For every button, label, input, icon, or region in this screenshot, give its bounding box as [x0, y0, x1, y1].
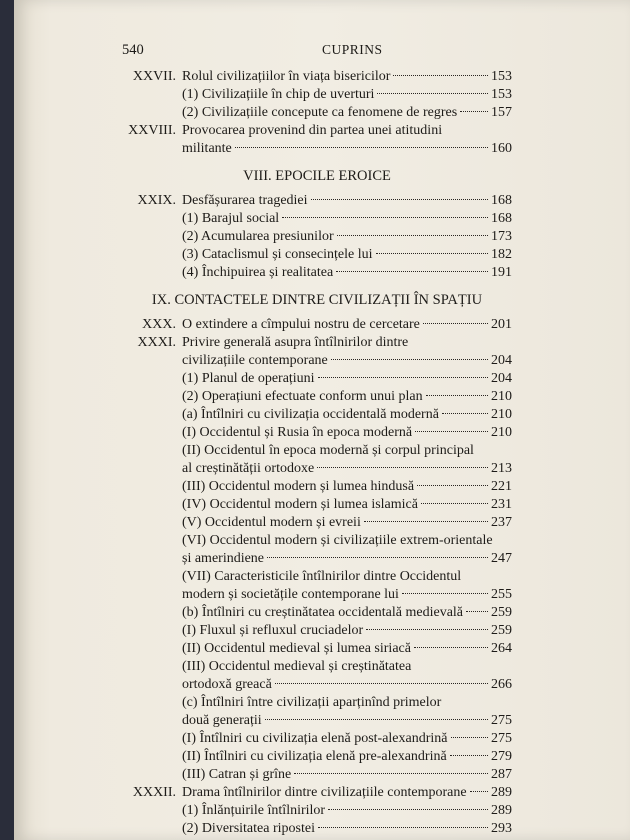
- dot-leader: [426, 395, 488, 396]
- page-reference: 157: [491, 105, 512, 120]
- dot-leader: [336, 271, 488, 272]
- entry-text: [182, 694, 512, 712]
- page-reference: 289: [491, 785, 512, 800]
- entry-title: (c) Întîlniri între civilizații aparținînd primelor: [182, 695, 442, 710]
- entry-title: (II) Occidentul medieval și lumea siriacă: [182, 641, 411, 656]
- entry-text: [182, 550, 512, 568]
- entry-text: [182, 784, 512, 802]
- chapter-number: XXVII.: [132, 69, 176, 84]
- page-reference: 168: [491, 193, 512, 208]
- dot-leader: [282, 217, 488, 218]
- entry-title: (2) Operațiuni efectuate conform unui plan: [182, 389, 423, 404]
- entry-title: (1) Înlănțuirile întîlnirilor: [182, 803, 326, 818]
- page-reference: 182: [491, 247, 512, 262]
- toc-entry: [122, 352, 512, 370]
- page-reference: 153: [491, 69, 512, 84]
- toc-entry: [122, 766, 512, 784]
- entry-title: (4) Închipuirea și realitatea: [182, 265, 334, 280]
- entry-title: (b) Întîlniri cu creștinătatea occidentală medievală: [182, 605, 464, 620]
- entry-title: (IV) Occidentul modern și lumea islamică: [182, 497, 418, 512]
- toc-entry: [122, 820, 512, 838]
- entry-title: Provocarea provenind din partea unei atitudini: [182, 123, 443, 138]
- dot-leader: [366, 629, 488, 630]
- entry-text: [182, 424, 512, 442]
- toc-entry: [122, 192, 512, 210]
- dot-leader: [423, 323, 488, 324]
- entry-text: [182, 264, 512, 282]
- entry-title: al creștinătății ortodoxe: [182, 461, 315, 476]
- toc-entry: [122, 68, 512, 86]
- running-title: CUPRINS: [322, 42, 383, 57]
- page-reference: 237: [491, 515, 512, 530]
- entry-text: [182, 604, 512, 622]
- page-reference: 247: [491, 551, 512, 566]
- dot-leader: [265, 719, 488, 720]
- toc-entry: [122, 316, 512, 334]
- toc-entry: [122, 210, 512, 228]
- toc-entry: [122, 140, 512, 158]
- toc-entry: [122, 550, 512, 568]
- entry-title: civilizațiile contemporane: [182, 353, 328, 368]
- page-reference: 279: [491, 749, 512, 764]
- chapter-number: XXIX.: [137, 193, 176, 208]
- toc-entry: [122, 658, 512, 676]
- dot-leader: [337, 235, 488, 236]
- dot-leader: [442, 413, 488, 414]
- entry-title: militante: [182, 141, 232, 156]
- entry-title: (III) Occidentul medieval și creștinătatea: [182, 659, 412, 674]
- entry-title: și amerindiene: [182, 551, 265, 566]
- page-reference: 204: [491, 353, 512, 368]
- entry-title: (2) Acumularea presiunilor: [182, 229, 334, 244]
- entry-text: [182, 388, 512, 406]
- dot-leader: [328, 809, 488, 810]
- toc-entry: [122, 586, 512, 604]
- dot-leader: [294, 773, 488, 774]
- dot-leader: [414, 647, 488, 648]
- page-reference: 264: [491, 641, 512, 656]
- page-reference: 173: [491, 229, 512, 244]
- entry-text: [182, 68, 512, 86]
- entry-title: Desfășurarea tragediei: [182, 193, 308, 208]
- entry-title: (3) Cataclismul și consecințele lui: [182, 247, 373, 262]
- toc-entry: [122, 264, 512, 282]
- entry-text: [182, 568, 512, 586]
- toc-entry: [122, 406, 512, 424]
- page-reference: 275: [491, 713, 512, 728]
- dot-leader: [318, 377, 488, 378]
- entry-text: [182, 496, 512, 514]
- entry-text: [182, 640, 512, 658]
- entry-title: (III) Catran și grîne: [182, 767, 292, 782]
- entry-text: [182, 478, 512, 496]
- entry-title: (VII) Caracteristicile întîlnirilor dintre Occidentul: [182, 569, 462, 584]
- entry-text: [182, 352, 512, 370]
- entry-text: [182, 370, 512, 388]
- page-number: 540: [122, 42, 144, 58]
- table-of-contents: [122, 68, 512, 838]
- dot-leader: [275, 683, 488, 684]
- page-reference: 259: [491, 623, 512, 638]
- dot-leader: [450, 755, 488, 756]
- section-heading: VIII. EPOCILE EROICE: [243, 168, 391, 184]
- entry-title: (II) Întîlniri cu civilizația elenă pre-alexandrină: [182, 749, 447, 764]
- dot-leader: [393, 75, 488, 76]
- toc-entry: [122, 370, 512, 388]
- entry-title: două generații: [182, 713, 262, 728]
- page-reference: 210: [491, 389, 512, 404]
- toc-entry: [122, 478, 512, 496]
- entry-text: [182, 766, 512, 784]
- chapter-number: XXX.: [142, 317, 176, 332]
- entry-text: [182, 460, 512, 478]
- toc-entry: [122, 514, 512, 532]
- entry-title: ortodoxă greacă: [182, 677, 272, 692]
- entry-text: [182, 730, 512, 748]
- dot-leader: [470, 791, 488, 792]
- page-header: [122, 42, 542, 62]
- page-reference: 168: [491, 211, 512, 226]
- entry-text: [182, 514, 512, 532]
- entry-text: [182, 406, 512, 424]
- entry-title: (1) Civilizațiile în chip de uverturi: [182, 87, 375, 102]
- entry-title: (III) Occidentul modern și lumea hindusă: [182, 479, 415, 494]
- toc-entry: [122, 442, 512, 460]
- toc-entry: [122, 604, 512, 622]
- dot-leader: [318, 827, 488, 828]
- toc-entry: [122, 532, 512, 550]
- entry-text: [182, 802, 512, 820]
- dot-leader: [417, 485, 488, 486]
- page-reference: 204: [491, 371, 512, 386]
- page-reference: 293: [491, 821, 512, 836]
- chapter-number: XXXII.: [132, 785, 176, 800]
- entry-text: [182, 122, 512, 140]
- entry-title: modern și societățile contemporane lui: [182, 587, 399, 602]
- entry-title: (I) Întîlniri cu civilizația elenă post-alexandrină: [182, 731, 448, 746]
- toc-entry: [122, 730, 512, 748]
- dot-leader: [235, 147, 488, 148]
- entry-text: [182, 86, 512, 104]
- toc-entry: [122, 784, 512, 802]
- entry-text: [182, 140, 512, 158]
- page-reference: 289: [491, 803, 512, 818]
- page-reference: 259: [491, 605, 512, 620]
- page-reference: 287: [491, 767, 512, 782]
- entry-text: [182, 676, 512, 694]
- toc-entry: [122, 694, 512, 712]
- entry-title: (II) Occidentul în epoca modernă și corpul principal: [182, 443, 474, 458]
- toc-entry: [122, 496, 512, 514]
- dot-leader: [460, 111, 488, 112]
- page-reference: 160: [491, 141, 512, 156]
- toc-entry: [122, 712, 512, 730]
- dot-leader: [364, 521, 488, 522]
- page-reference: 213: [491, 461, 512, 476]
- entry-text: [182, 192, 512, 210]
- entry-text: [182, 246, 512, 264]
- book-page: [14, 0, 630, 840]
- page-reference: 210: [491, 407, 512, 422]
- page-reference: 255: [491, 587, 512, 602]
- page-reference: 210: [491, 425, 512, 440]
- entry-text: [182, 532, 512, 550]
- toc-entry: [122, 86, 512, 104]
- entry-title: (V) Occidentul modern și evreii: [182, 515, 361, 530]
- toc-entry: [122, 424, 512, 442]
- dot-leader: [402, 593, 488, 594]
- toc-entry: [122, 122, 512, 140]
- entry-text: [182, 104, 512, 122]
- dot-leader: [377, 93, 488, 94]
- entry-title: (I) Fluxul și refluxul cruciadelor: [182, 623, 364, 638]
- toc-entry: [122, 460, 512, 478]
- dot-leader: [331, 359, 488, 360]
- entry-text: [182, 712, 512, 730]
- chapter-number: XXXI.: [137, 335, 176, 350]
- page-reference: 231: [491, 497, 512, 512]
- page-reference: 221: [491, 479, 512, 494]
- entry-title: Privire generală asupra întîlnirilor dintre: [182, 335, 409, 350]
- entry-text: [182, 334, 512, 352]
- toc-entry: [122, 622, 512, 640]
- entry-text: [182, 442, 512, 460]
- entry-text: [182, 820, 512, 838]
- entry-text: [182, 658, 512, 676]
- entry-title: Rolul civilizațiilor în viața bisericilor: [182, 69, 391, 84]
- entry-text: [182, 210, 512, 228]
- dot-leader: [267, 557, 488, 558]
- toc-entry: [122, 640, 512, 658]
- page-reference: 191: [491, 265, 512, 280]
- entry-title: (2) Diversitatea ripostei: [182, 821, 315, 836]
- entry-title: (VI) Occidentul modern și civilizațiile extrem-orientale: [182, 533, 493, 548]
- dot-leader: [451, 737, 489, 738]
- page-reference: 153: [491, 87, 512, 102]
- toc-entry: [122, 676, 512, 694]
- dot-leader: [311, 199, 488, 200]
- page-reference: 275: [491, 731, 512, 746]
- toc-entry: [122, 568, 512, 586]
- dot-leader: [317, 467, 488, 468]
- entry-text: [182, 622, 512, 640]
- toc-entry: [122, 388, 512, 406]
- dot-leader: [421, 503, 488, 504]
- entry-title: (1) Planul de operațiuni: [182, 371, 315, 386]
- entry-text: [182, 586, 512, 604]
- page-reference: 201: [491, 317, 512, 332]
- toc-entry: [122, 334, 512, 352]
- toc-entry: [122, 246, 512, 264]
- entry-title: O extindere a cîmpului nostru de cercetare: [182, 317, 420, 332]
- entry-title: (a) Întîlniri cu civilizația occidentală modernă: [182, 407, 439, 422]
- entry-title: (I) Occidentul și Rusia în epoca modernă: [182, 425, 413, 440]
- toc-entry: [122, 104, 512, 122]
- page-reference: 266: [491, 677, 512, 692]
- entry-text: [182, 316, 512, 334]
- entry-text: [182, 228, 512, 246]
- dot-leader: [466, 611, 488, 612]
- section-heading: IX. CONTACTELE DINTRE CIVILIZAȚII ÎN SPAȚIU: [151, 292, 483, 308]
- entry-title: Drama întîlnirilor dintre civilizațiile contemporane: [182, 785, 467, 800]
- toc-entry: [122, 748, 512, 766]
- toc-entry: [122, 228, 512, 246]
- entry-title: (2) Civilizațiile concepute ca fenomene de regres: [182, 105, 458, 120]
- dot-leader: [415, 431, 488, 432]
- entry-text: [182, 748, 512, 766]
- chapter-number: XXVIII.: [128, 123, 176, 138]
- entry-title: (1) Barajul social: [182, 211, 280, 226]
- toc-entry: [122, 802, 512, 820]
- dot-leader: [376, 253, 488, 254]
